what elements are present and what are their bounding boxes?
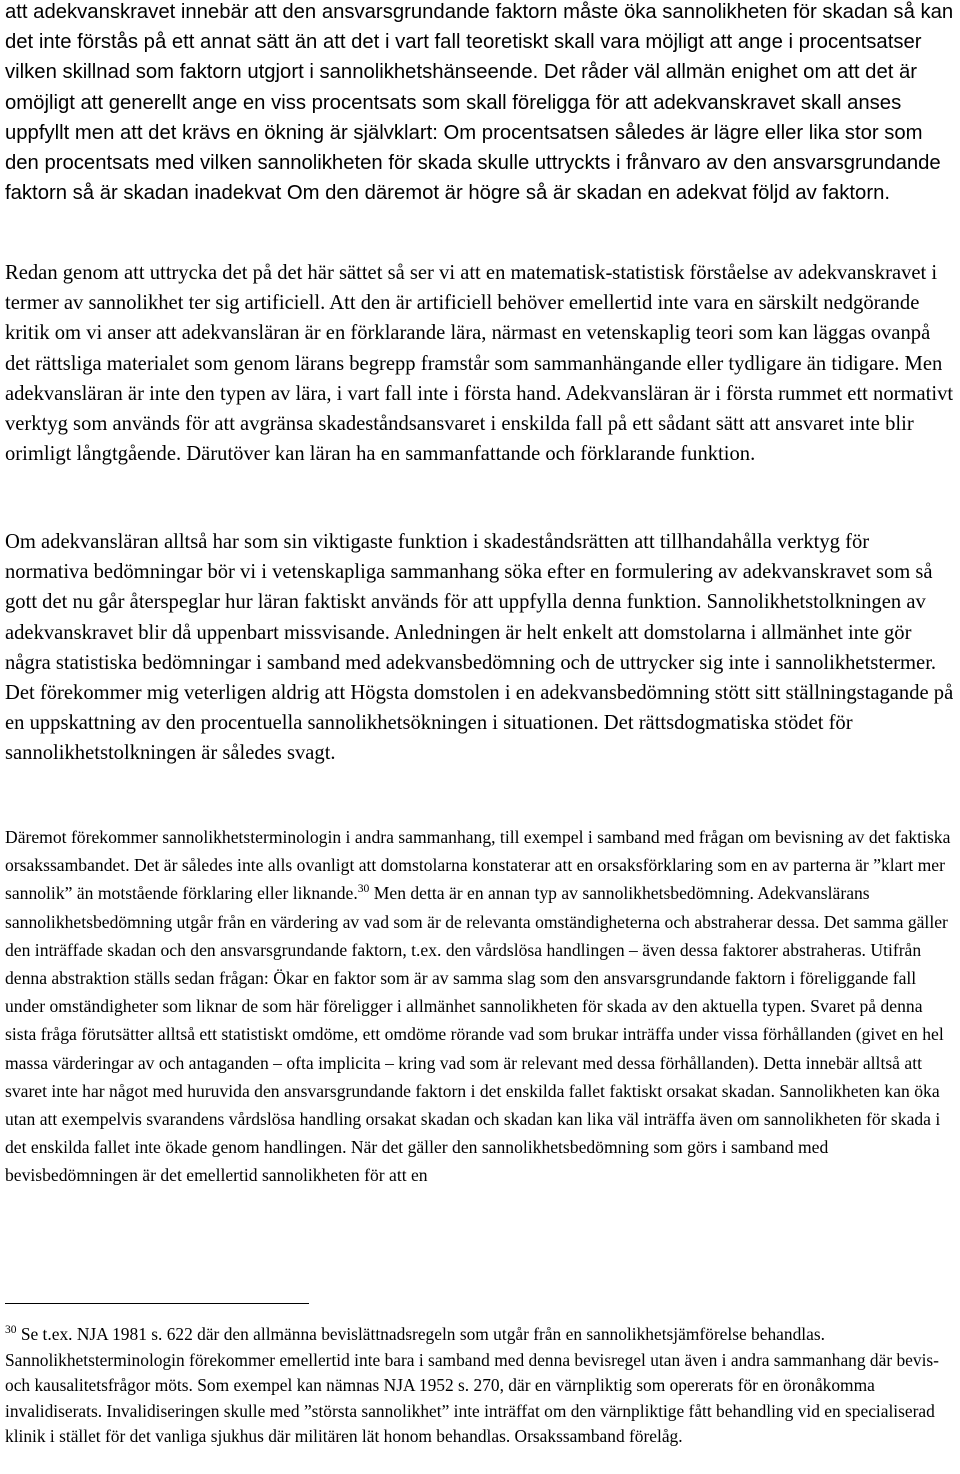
footnote-divider <box>5 1303 309 1304</box>
footnote-number: 30 <box>5 1324 17 1337</box>
footnote-reference[interactable]: 30 <box>357 882 370 896</box>
paragraph-3: Om adekvansläran alltså har som sin viktigaste funktion i skadeståndsrätten att tillhandahålla verktyg för normativa bedömningar bör vi i vetenskapliga sammanhang söka efter en formulering av adekvanskravet som så gott det nu går återspeglar hur läran faktiskt används för att uppfylla denna funktion. Sannolikhetstolkningen av adekvanskravet blir då uppenbart missvisande. Anledningen är helt enkelt att domstolarna i allmänhet inte gör några statistiska bedömningar i samband med adekvansbedömning och de uttrycker sig inte i sannolikhetstermer. Det förekommer mig veterligen aldrig att Högsta domstolen i en adekvansbedömning stött sitt ställningstagande på en uppskattning av den procentuella sannolikhetsökningen i situationen. Det rättsdogmatiska stödet för sannolikhetstolkningen är således svagt. <box>5 531 954 765</box>
paragraph-4-text-before-note: Däremot förekommer sannolikhetsterminologin i andra sammanhang, till exempel i samband med frågan om bevisning av det faktiska orsakssambandet. Det är således inte alls ovanligt att domstolarna konstaterar att en orsaksförklaring som en av parterna är ”klart mer sannolik” än motstående förklaring eller liknande. <box>5 827 951 904</box>
footnote-text: Se t.ex. NJA 1981 s. 622 där den allmänna bevislättnadsregeln som utgår från en sannolikhetsjämförelse behandlas. Sannolikhetsterminologin förekommer emellertid inte bara i samband med denna bevisregel utan även i andra sammanhang där bevis- och kausalitetsfrågor möts. Som exempel kan nämnas NJA 1952 s. 270, där en värnpliktig som opererats för en öronåkomma invalidiserats. Invalidiseringen skulle med ”största sannolikhet” inte inträffat om den värnpliktige fått behandling vid en specialiserad klinik i stället för det vanliga sjukhus där militären lät honom behandlas. Orsakssamband förelåg. <box>5 1324 939 1446</box>
paragraph-2: Redan genom att uttrycka det på det här sättet så ser vi att en matematisk-statistisk förståelse av adekvanskravet i termer av sannolikhet ter sig artificiell. Att den är artificiell behöver emellertid inte vara en särskilt nedgörande kritik om vi anser att adekvansläran är en förklarande lära, närmast en vetenskaplig teori som kan läggas ovanpå det rättsliga materialet som genom lärans begrepp framstår som sammanhängande eller tydligare än tidigare. Men adekvansläran är inte den typen av lära, i vart fall inte i första hand. Adekvansläran är i första rummet ett normativt verktyg som används för att avgränsa skadeståndsansvaret i enskilda fall på ett sådant sätt att ansvaret inte blir orimligt långtgående. Därutöver kan läran ha en sammanfattande och förklarande funktion. <box>5 262 954 466</box>
paragraph-1: att adekvanskravet innebär att den ansvarsgrundande faktorn måste öka sannolikheten för skadan så kan det inte förstås på ett annat sätt än att det i vart fall teoretiskt skall vara möjligt att ange i procentsatser vilken skillnad som faktorn utgjort i sannolikhetshänseende. Det råder väl allmän enighet om att det är omöjligt att generellt ange en viss procentsats som skall föreligga för att adekvanskravet skall anses uppfyllt men att det krävs en ökning är självklart: Om procentsatsen således är lägre eller lika stor som den procentsats med vilken sannolikheten för skada skulle uttryckts i frånvaro av den ansvarsgrundande faktorn så är skadan inadekvat Om den däremot är högre så är skadan en adekvat följd av faktorn. <box>5 1 954 205</box>
paragraph-4 <box>5 823 955 1190</box>
paragraph-4-text-after-note: Men detta är en annan typ av sannolikhetsbedömning. Adekvanslärans sannolikhetsbedömning utgår från en värdering av vad som är de relevanta omständigheterna och abstraherar dessa. Det samma gäller den inträffade skadan och den ansvarsgrundande faktorn, t.ex. den vårdslösa handlingen – även dessa faktorer abstraheras. Utifrån denna abstraktion ställs sedan frågan: Ökar en faktor som är av samma slag som den ansvarsgrundande faktorn i föreliggande fall under omständigheter som liknar de som här föreligger i allmänhet sannolikheten för skada av den aktuella typen. Svaret på denna sista fråga förutsätter alltså ett statistiskt omdöme, ett omdöme rörande vad som brukar inträffa under vissa förhållanden (givet en hel massa värderingar av och antaganden – ofta implicita – kring vad som är relevant med dessa förhållanden). Detta innebär alltså att svaret inte har något med huruvida den ansvarsgrundande faktorn i det enskilda fallet faktiskt orsakat skadan. Sannolikheten kan öka utan att exempelvis svarandens vårdslösa handling orsakat skadan och skadan kan lika väl inträffa även om sannolikheten för skada i det enskilda fallet inte ökade genom handlingen. När det gäller den sannolikhetsbedömning som görs i samband med bevisbedömningen är det emellertid sannolikheten för att en <box>5 883 948 1186</box>
footnote-30 <box>5 1322 955 1450</box>
